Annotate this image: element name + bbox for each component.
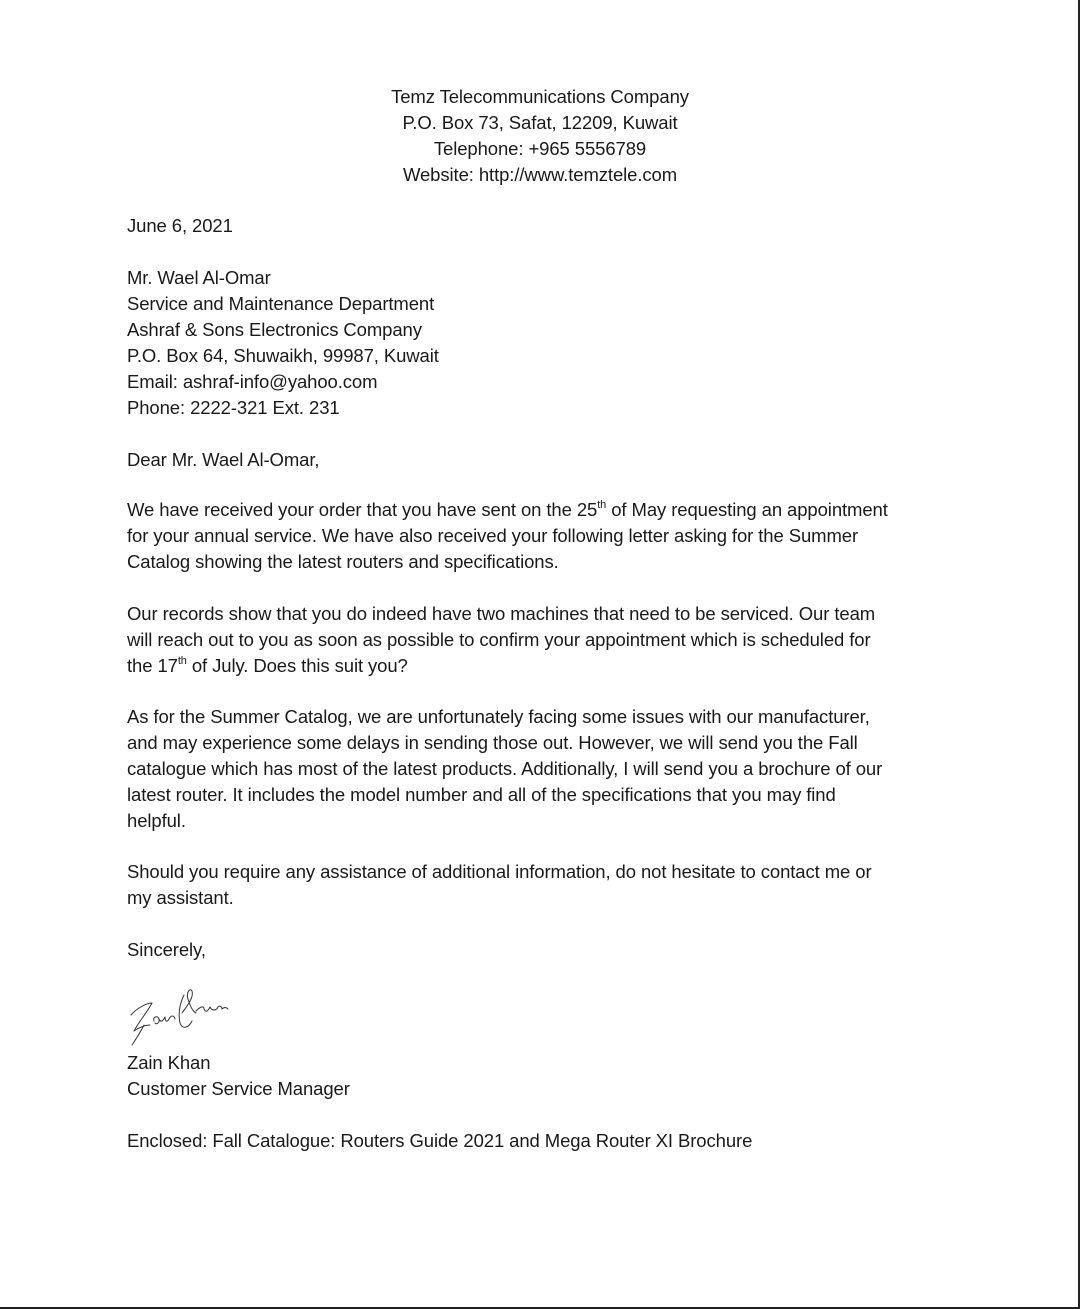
letterhead-website: Website: http://www.temztele.com [402, 164, 678, 185]
paragraph1-line2: for your annual service. We have also received your following letter asking for the Summer [127, 525, 859, 546]
paragraph1-line1-text-a: We have received your order that you have sent on the 25 [127, 499, 598, 520]
recipient-name: Mr. Wael Al-Omar [127, 267, 271, 288]
recipient-phone: Phone: 2222-321 Ext. 231 [127, 397, 340, 418]
recipient-department: Service and Maintenance Department [127, 293, 435, 314]
paragraph2-line3-text-a: the 17 [127, 655, 178, 676]
paragraph3-line5: helpful. [127, 810, 186, 831]
sender-name: Zain Khan [127, 1052, 211, 1073]
paragraph3-line4: latest router. It includes the model number and all of the specifications that you may find [127, 784, 836, 805]
signature-image [122, 985, 242, 1051]
recipient-email: Email: ashraf-info@yahoo.com [127, 371, 378, 392]
letterhead-address: P.O. Box 73, Safat, 12209, Kuwait [402, 112, 678, 133]
paragraph1-line1 [127, 497, 888, 523]
ordinal-suffix: th [597, 498, 607, 511]
paragraph3-line1: As for the Summer Catalog, we are unfortunately facing some issues with our manufacturer, [127, 706, 870, 727]
paragraph2-line1: Our records show that you do indeed have two machines that need to be serviced. Our team [127, 603, 876, 624]
paragraph2-line3-text-b: of July. Does this suit you? [186, 655, 408, 676]
paragraph2-line2: will reach out to you as soon as possible to confirm your appointment which is scheduled for [127, 629, 871, 650]
recipient-company: Ashraf & Sons Electronics Company [127, 319, 422, 340]
enclosure-note: Enclosed: Fall Catalogue: Routers Guide 2021 and Mega Router XI Brochure [127, 1130, 753, 1151]
letterhead-company: Temz Telecommunications Company [391, 86, 689, 107]
paragraph4-line2: my assistant. [127, 887, 234, 908]
recipient-address: P.O. Box 64, Shuwaikh, 99987, Kuwait [127, 345, 439, 366]
ordinal-suffix: th [177, 654, 187, 667]
sender-title: Customer Service Manager [127, 1078, 350, 1099]
paragraph3-line2: and may experience some delays in sending those out. However, we will send you the Fall [127, 732, 858, 753]
salutation: Dear Mr. Wael Al-Omar, [127, 449, 320, 470]
paragraph1-line1-text-b: of May requesting an appointment [606, 499, 888, 520]
letter-date: June 6, 2021 [127, 215, 233, 236]
paragraph4-line1: Should you require any assistance of additional information, do not hesitate to contact me or [127, 861, 872, 882]
letterhead-telephone: Telephone: +965 5556789 [433, 138, 647, 159]
paragraph1-line3: Catalog showing the latest routers and specifications. [127, 551, 559, 572]
paragraph2-line3 [127, 653, 408, 679]
closing: Sincerely, [127, 939, 206, 960]
paragraph3-line3: catalogue which has most of the latest products. Additionally, I will send you a brochure of our [127, 758, 883, 779]
